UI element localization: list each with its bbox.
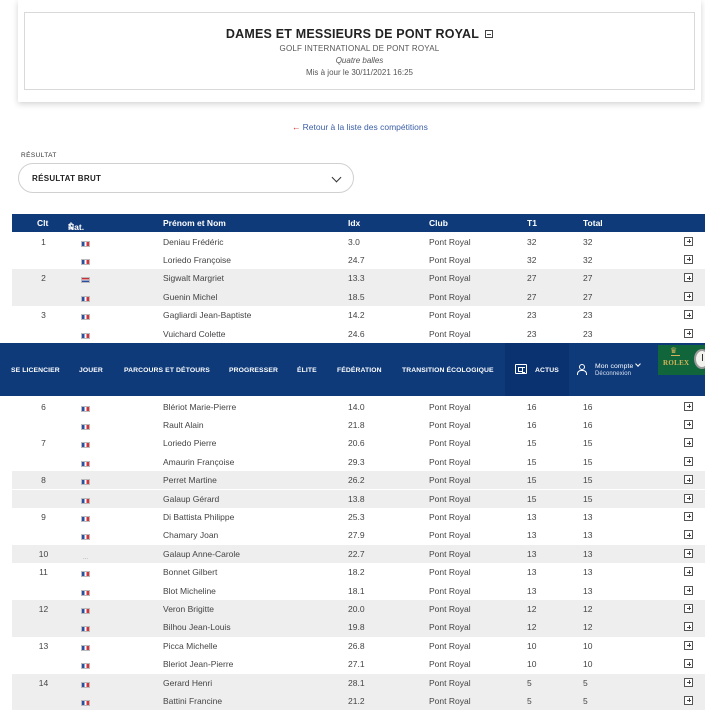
- cell-total: 15: [583, 438, 593, 449]
- expand-plus-icon[interactable]: [684, 641, 693, 650]
- flag-icon: [81, 663, 90, 669]
- cell-nat: [81, 551, 90, 562]
- expand-plus-icon[interactable]: [684, 292, 693, 301]
- expand-row-cell: [684, 329, 693, 340]
- flag-icon: [81, 516, 90, 522]
- cell-t1: 12: [527, 622, 537, 633]
- arrow-left-icon: ←: [292, 122, 301, 132]
- cell-nat: [81, 514, 90, 524]
- flag-icon: [81, 461, 90, 467]
- back-link-label: Retour à la liste des compétitions: [302, 122, 428, 132]
- expand-plus-icon[interactable]: [684, 549, 693, 558]
- table-row: [12, 618, 705, 636]
- cell-total: 16: [583, 401, 593, 412]
- table-row: [12, 233, 705, 251]
- expand-row-cell: [684, 255, 693, 266]
- cell-name: Perret Martine: [163, 475, 217, 486]
- cell-total: 10: [583, 640, 593, 651]
- cell-t1: 32: [527, 254, 537, 265]
- expand-row-cell: [684, 659, 693, 670]
- result-select[interactable]: [18, 163, 354, 193]
- cell-name: Battini Francine: [163, 695, 223, 706]
- cell-idx: 18.1: [348, 585, 365, 596]
- table-row: [12, 471, 705, 489]
- cell-clt: 12: [38, 603, 49, 614]
- nav-federation[interactable]: FÉDÉRATION: [337, 367, 382, 374]
- table-row: [12, 508, 705, 526]
- competition-club: GOLF INTERNATIONAL DE PONT ROYAL: [279, 44, 440, 53]
- cell-total: 13: [583, 585, 593, 596]
- cell-t1: 27: [527, 273, 537, 284]
- nav-progresser[interactable]: PROGRESSER: [229, 367, 278, 374]
- cell-clt: 2: [41, 273, 46, 284]
- cell-nat: [81, 532, 90, 542]
- cell-total: 13: [583, 567, 593, 578]
- flag-icon: ...: [82, 554, 88, 561]
- cell-club: Pont Royal: [429, 640, 471, 651]
- cell-club: Pont Royal: [429, 493, 471, 504]
- cell-club: Pont Royal: [429, 310, 471, 321]
- cell-clt: 13: [38, 640, 49, 651]
- cell-clt: 8: [41, 475, 46, 486]
- flag-icon: [81, 645, 90, 651]
- main-navbar: [0, 343, 705, 396]
- expand-plus-icon[interactable]: [684, 255, 693, 264]
- expand-row-cell: [684, 696, 693, 707]
- cell-clt: 7: [41, 438, 46, 449]
- collapse-icon[interactable]: [485, 30, 493, 38]
- table-row: [12, 692, 705, 710]
- competition-header: [24, 12, 695, 90]
- cell-t1: 27: [527, 291, 537, 302]
- cell-idx: 14.0: [348, 401, 365, 412]
- chevron-down-icon: [636, 361, 642, 367]
- cell-idx: 26.8: [348, 640, 365, 651]
- cell-club: Pont Royal: [429, 585, 471, 596]
- nav-actus-label: ACTUS: [535, 367, 559, 374]
- table-row: [12, 526, 705, 544]
- expand-plus-icon[interactable]: [684, 659, 693, 668]
- cell-total: 32: [583, 236, 593, 247]
- account-menu[interactable]: [569, 343, 657, 396]
- expand-plus-icon[interactable]: [684, 494, 693, 503]
- table-row: [12, 416, 705, 434]
- cell-t1: 5: [527, 677, 532, 688]
- cell-t1: 10: [527, 659, 537, 670]
- cell-name: Chamary Joan: [163, 530, 219, 541]
- cell-t1: 13: [527, 567, 537, 578]
- table-row: [12, 453, 705, 471]
- table-row: [12, 563, 705, 581]
- cell-nat: [81, 643, 90, 653]
- cell-t1: 32: [527, 236, 537, 247]
- header-total: Total: [583, 218, 603, 228]
- flag-icon: [81, 571, 90, 577]
- flag-icon: [81, 498, 90, 504]
- cell-club: Pont Royal: [429, 419, 471, 430]
- expand-plus-icon[interactable]: [684, 678, 693, 687]
- flag-icon: [81, 442, 90, 448]
- cell-t1: 15: [527, 456, 537, 467]
- cell-club: Pont Royal: [429, 438, 471, 449]
- cell-total: 23: [583, 310, 593, 321]
- cell-total: 15: [583, 475, 593, 486]
- crown-icon: [671, 350, 680, 356]
- expand-row-cell: [684, 586, 693, 597]
- cell-total: 10: [583, 659, 593, 670]
- cell-nat: [81, 698, 90, 708]
- table-row: [12, 269, 705, 287]
- cell-t1: 15: [527, 493, 537, 504]
- cell-t1: 15: [527, 438, 537, 449]
- cell-total: 5: [583, 677, 588, 688]
- table-row: [12, 325, 705, 343]
- nav-elite[interactable]: ÉLITE: [297, 367, 317, 374]
- cell-total: 15: [583, 456, 593, 467]
- expand-row-cell: [684, 604, 693, 615]
- cell-nat: [81, 294, 90, 304]
- table-row: [12, 288, 705, 306]
- expand-row-cell: [684, 641, 693, 652]
- cell-t1: 12: [527, 603, 537, 614]
- expand-row-cell: [684, 292, 693, 303]
- expand-row-cell: [684, 622, 693, 633]
- cell-nat: [81, 257, 90, 267]
- cell-idx: 13.3: [348, 273, 365, 284]
- rolex-sponsor[interactable]: [657, 343, 705, 396]
- cell-total: 15: [583, 493, 593, 504]
- table-row: [12, 674, 705, 692]
- nav-jouer[interactable]: JOUER: [79, 367, 103, 374]
- cell-name: Gagliardi Jean-Baptiste: [163, 310, 252, 321]
- expand-plus-icon[interactable]: [684, 420, 693, 429]
- cell-clt: 6: [41, 401, 46, 412]
- flag-icon: [81, 259, 90, 265]
- expand-row-cell: [684, 494, 693, 505]
- table-row: [12, 582, 705, 600]
- cell-idx: 24.7: [348, 254, 365, 265]
- expand-plus-icon[interactable]: [684, 273, 693, 282]
- cell-nat: [81, 440, 90, 450]
- cell-idx: 3.0: [348, 236, 360, 247]
- cell-clt: 10: [38, 548, 49, 559]
- cell-idx: 14.2: [348, 310, 365, 321]
- cell-clt: 14: [38, 677, 49, 688]
- cell-name: Sigwalt Margriet: [163, 273, 224, 284]
- cell-club: Pont Royal: [429, 291, 471, 302]
- cell-idx: 19.8: [348, 622, 365, 633]
- cell-nat: [81, 569, 90, 579]
- table-row: [12, 600, 705, 618]
- cell-clt: 1: [41, 236, 46, 247]
- cell-idx: 21.2: [348, 695, 365, 706]
- cell-t1: 13: [527, 585, 537, 596]
- cell-clt: 9: [41, 511, 46, 522]
- cell-name: Di Battista Philippe: [163, 511, 235, 522]
- expand-row-cell: [684, 512, 693, 523]
- cell-t1: 5: [527, 695, 532, 706]
- cell-club: Pont Royal: [429, 530, 471, 541]
- expand-plus-icon[interactable]: [684, 512, 693, 521]
- account-label: Mon compte: [595, 363, 634, 370]
- expand-plus-icon[interactable]: [684, 457, 693, 466]
- result-select-value: RÉSULTAT BRUT: [32, 174, 102, 183]
- expand-plus-icon[interactable]: [684, 696, 693, 705]
- cell-total: 5: [583, 695, 588, 706]
- cell-nat: [81, 624, 90, 634]
- competition-updated: Mis à jour le 30/11/2021 16:25: [305, 68, 414, 77]
- cell-t1: 13: [527, 511, 537, 522]
- nav-se-licencier[interactable]: SE LICENCIER: [11, 367, 60, 374]
- flag-icon: [81, 479, 90, 485]
- result-select-label: RÉSULTAT: [21, 152, 57, 159]
- table-row: [12, 545, 705, 563]
- cell-t1: 16: [527, 419, 537, 430]
- cell-name: Loriedo Françoise: [163, 254, 232, 265]
- flag-icon: [81, 424, 90, 430]
- table-row: [12, 434, 705, 452]
- expand-plus-icon[interactable]: [684, 438, 693, 447]
- expand-plus-icon[interactable]: [684, 530, 693, 539]
- cell-clt: 11: [39, 567, 48, 578]
- cell-name: Bonnet Gilbert: [163, 567, 218, 578]
- expand-plus-icon[interactable]: [684, 310, 693, 319]
- flag-icon: [81, 626, 90, 632]
- competition-title: DAMES ET MESSIEURS DE PONT ROYAL: [225, 27, 480, 41]
- cell-nat: [81, 312, 90, 322]
- flag-icon: [81, 534, 90, 540]
- cell-nat: [81, 331, 90, 341]
- expand-plus-icon[interactable]: [684, 402, 693, 411]
- cell-nat: [81, 404, 90, 414]
- cell-idx: 26.2: [348, 475, 365, 486]
- cell-idx: 27.9: [348, 530, 365, 541]
- cell-idx: 18.2: [348, 567, 365, 578]
- table-row: [12, 490, 705, 508]
- table-row: [12, 637, 705, 655]
- cell-name: Amaurin Françoise: [163, 456, 235, 467]
- table-row: [12, 398, 705, 416]
- expand-row-cell: [684, 310, 693, 321]
- expand-row-cell: [684, 457, 693, 468]
- cell-name: Bilhou Jean-Louis: [163, 622, 231, 633]
- cell-t1: 13: [527, 548, 537, 559]
- expand-plus-icon[interactable]: [684, 329, 693, 338]
- cell-club: Pont Royal: [429, 695, 471, 706]
- flag-icon: [81, 241, 90, 247]
- flag-icon: [81, 333, 90, 339]
- expand-plus-icon[interactable]: [684, 622, 693, 631]
- cell-clt: 3: [41, 310, 46, 321]
- flag-icon: [81, 608, 90, 614]
- expand-row-cell: [684, 475, 693, 486]
- cell-club: Pont Royal: [429, 511, 471, 522]
- cell-idx: 29.3: [348, 456, 365, 467]
- nav-transition[interactable]: TRANSITION ÉCOLOGIQUE: [402, 367, 494, 374]
- cell-idx: 13.8: [348, 493, 365, 504]
- expand-plus-icon[interactable]: [684, 475, 693, 484]
- cell-nat: [81, 477, 90, 487]
- cell-t1: 16: [527, 401, 537, 412]
- cell-idx: 21.8: [348, 419, 365, 430]
- cell-idx: 25.3: [348, 511, 365, 522]
- flag-icon: [81, 314, 90, 320]
- cell-club: Pont Royal: [429, 328, 471, 339]
- results-table-header: [12, 214, 705, 232]
- cell-name: Picca Michelle: [163, 640, 218, 651]
- expand-plus-icon[interactable]: [684, 586, 693, 595]
- cell-t1: 15: [527, 475, 537, 486]
- cell-club: Pont Royal: [429, 659, 471, 670]
- cell-club: Pont Royal: [429, 567, 471, 578]
- cell-t1: 10: [527, 640, 537, 651]
- cell-name: Blot Micheline: [163, 585, 216, 596]
- cell-name: Rault Alain: [163, 419, 204, 430]
- expand-row-cell: [684, 402, 693, 413]
- table-row: [12, 251, 705, 269]
- header-club: Club: [429, 218, 448, 228]
- competition-header-card: [18, 0, 701, 102]
- chevron-down-icon: [332, 173, 342, 183]
- cell-t1: 23: [527, 328, 537, 339]
- newspaper-icon: [515, 364, 527, 374]
- expand-plus-icon[interactable]: [684, 237, 693, 246]
- cell-total: 13: [583, 548, 593, 559]
- clock-icon: [694, 349, 705, 369]
- cell-name: Blériot Marie-Pierre: [163, 401, 237, 412]
- flag-icon: [81, 296, 90, 302]
- cell-club: Pont Royal: [429, 677, 471, 688]
- cell-total: 27: [583, 273, 593, 284]
- cell-idx: 22.7: [348, 548, 365, 559]
- cell-idx: 18.5: [348, 291, 365, 302]
- cell-total: 12: [583, 622, 593, 633]
- flag-icon: [81, 406, 90, 412]
- cell-club: Pont Royal: [429, 401, 471, 412]
- flag-icon: [81, 277, 90, 283]
- cell-idx: 27.1: [348, 659, 365, 670]
- expand-row-cell: [684, 420, 693, 431]
- header-t1: T1: [527, 218, 537, 228]
- cell-nat: [81, 422, 90, 432]
- cell-club: Pont Royal: [429, 603, 471, 614]
- cell-name: Gerard Henri: [163, 677, 213, 688]
- cell-t1: 13: [527, 530, 537, 541]
- expand-row-cell: [684, 567, 693, 578]
- header-idx: Idx: [348, 218, 361, 228]
- flag-icon: [81, 682, 90, 688]
- cell-idx: 20.6: [348, 438, 365, 449]
- header-nat: Nat.: [68, 222, 85, 232]
- user-icon: [577, 364, 586, 375]
- expand-row-cell: [684, 530, 693, 541]
- table-row: [12, 655, 705, 673]
- cell-idx: 24.6: [348, 328, 365, 339]
- cell-nat: [81, 661, 90, 671]
- cell-total: 32: [583, 254, 593, 265]
- cell-idx: 20.0: [348, 603, 365, 614]
- cell-nat: [81, 496, 90, 506]
- cell-total: 23: [583, 328, 593, 339]
- cell-club: Pont Royal: [429, 548, 471, 559]
- table-row: [12, 306, 705, 324]
- logout-link[interactable]: Déconnexion: [595, 371, 632, 377]
- expand-row-cell: [684, 678, 693, 689]
- cell-t1: 23: [527, 310, 537, 321]
- cell-club: Pont Royal: [429, 622, 471, 633]
- cell-nat: [81, 606, 90, 616]
- cell-total: 16: [583, 419, 593, 430]
- cell-name: Deniau Frédéric: [163, 236, 224, 247]
- expand-row-cell: [684, 438, 693, 449]
- competition-format: Quatre balles: [335, 56, 384, 65]
- cell-nat: [81, 275, 90, 285]
- expand-row-cell: [684, 549, 693, 560]
- header-name: Prénom et Nom: [163, 218, 226, 228]
- flag-icon: [81, 700, 90, 706]
- expand-plus-icon[interactable]: [684, 567, 693, 576]
- account-label-row: [595, 362, 640, 370]
- cell-club: Pont Royal: [429, 236, 471, 247]
- nav-actus[interactable]: [505, 343, 569, 396]
- cell-nat: [81, 459, 90, 469]
- cell-total: 27: [583, 291, 593, 302]
- cell-total: 13: [583, 511, 593, 522]
- cell-idx: 28.1: [348, 677, 365, 688]
- expand-row-cell: [684, 237, 693, 248]
- cell-club: Pont Royal: [429, 456, 471, 467]
- cell-name: Bleriot Jean-Pierre: [163, 659, 234, 670]
- rolex-wordmark: ROLEX: [663, 359, 690, 367]
- cell-name: Vuichard Colette: [163, 328, 226, 339]
- cell-name: Galaup Gérard: [163, 493, 220, 504]
- cell-club: Pont Royal: [429, 273, 471, 284]
- nav-parcours[interactable]: PARCOURS ET DÉTOURS: [124, 367, 210, 374]
- cell-nat: [81, 588, 90, 598]
- cell-nat: [81, 680, 90, 690]
- cell-total: 13: [583, 530, 593, 541]
- competition-title-row: [25, 27, 694, 41]
- cell-total: 12: [583, 603, 593, 614]
- cell-name: Guenin Michel: [163, 291, 218, 302]
- cell-name: Veron Brigitte: [163, 603, 215, 614]
- cell-name: Galaup Anne-Carole: [163, 548, 241, 559]
- cell-club: Pont Royal: [429, 475, 471, 486]
- header-clt[interactable]: Clt: [37, 218, 49, 228]
- back-to-competitions-link[interactable]: [0, 122, 705, 132]
- cell-club: Pont Royal: [429, 254, 471, 265]
- flag-icon: [81, 590, 90, 596]
- expand-row-cell: [684, 273, 693, 284]
- cell-name: Loriedo Pierre: [163, 438, 217, 449]
- expand-plus-icon[interactable]: [684, 604, 693, 613]
- cell-nat: [81, 239, 90, 249]
